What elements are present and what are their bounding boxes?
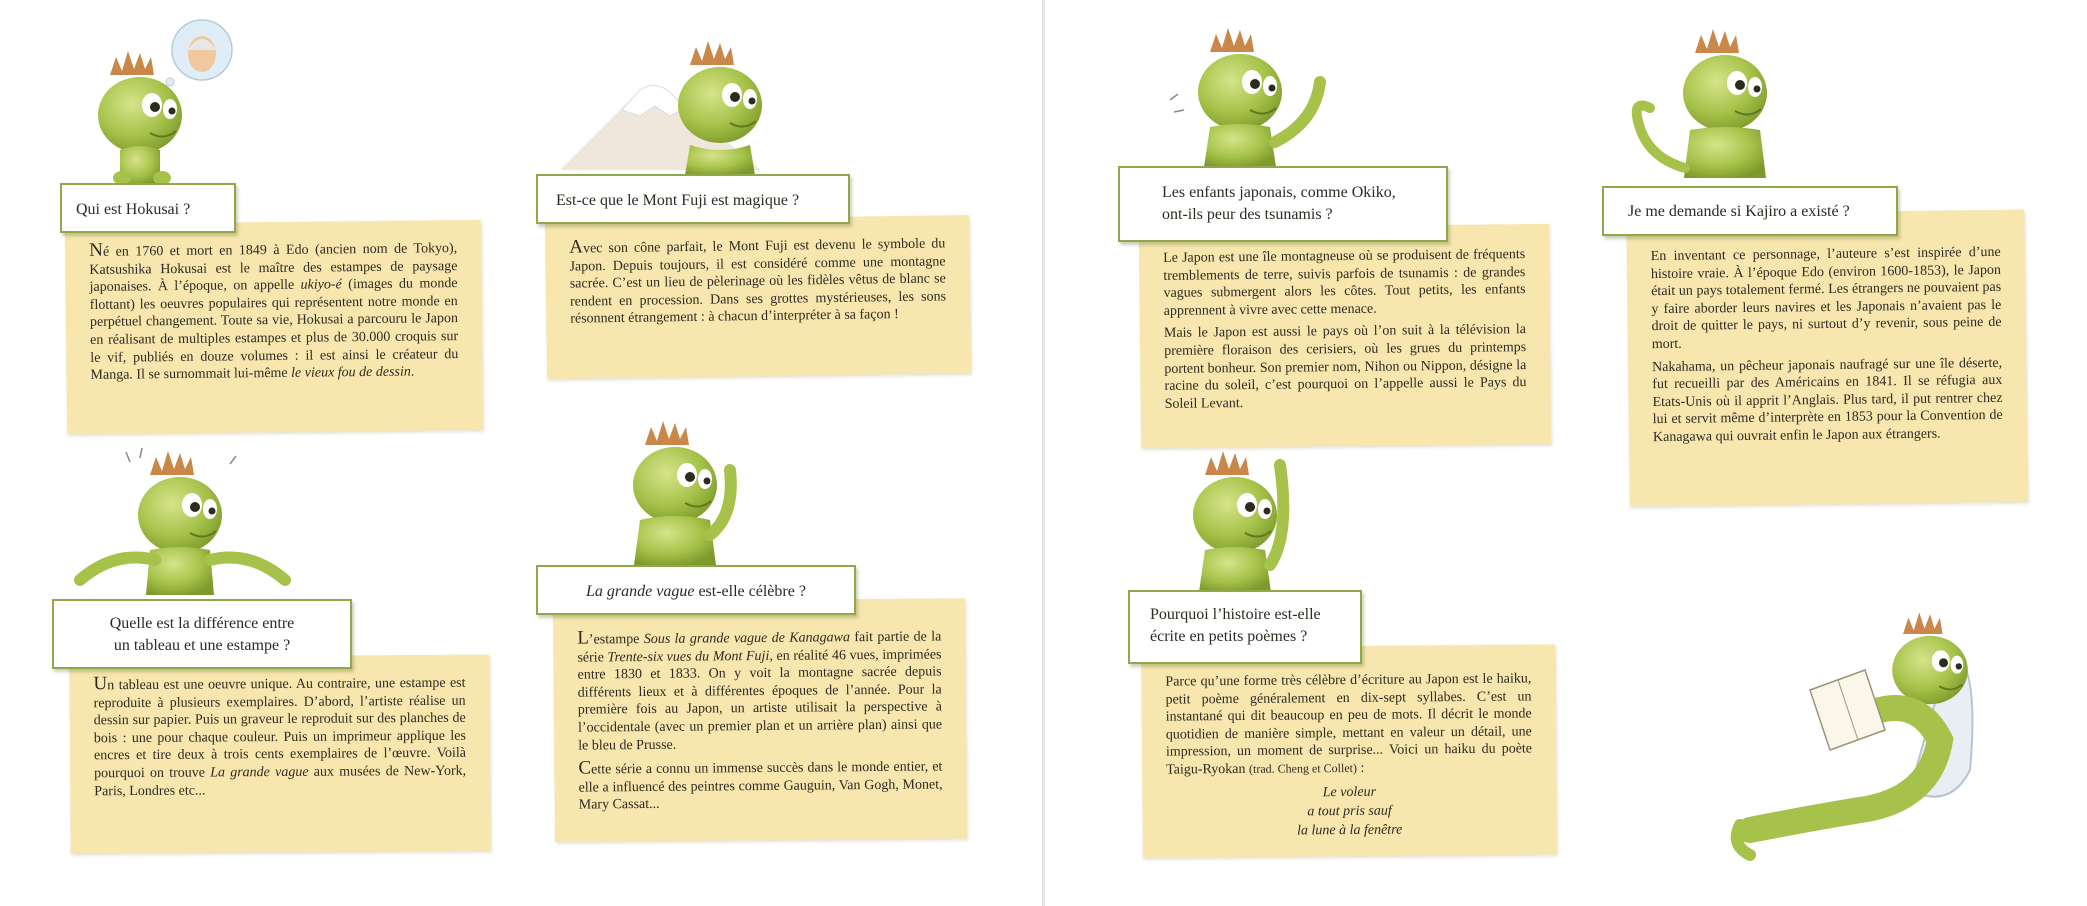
answer-hokusai: Né en 1760 et mort en 1849 à Edo (ancien nom de Tokyo), Katsushika Hokusai est le maître des estampes de paysage japonaises. À l’époque, on appelle ukiyo-é (images du monde flottant) les oeuvres populaires qui représentent notre monde en perpétuel changement. Toute sa vie, Hokusai a parcouru le Japon en réalisant de multiples estampes et plus de 30.000 croquis sur le vif, publiés en douze volumes : il est ainsi le créateur du Manga. Il se surnommait lui-même le vieux fou de dessin. [65, 220, 483, 434]
frog-reading-illustration [1720, 610, 2020, 860]
question-petits-poemes: Pourquoi l’histoire est-elle écrite en petits poèmes ? [1128, 590, 1362, 664]
frog-thinking-illustration [80, 20, 250, 185]
answer-tableau-estampe: Un tableau est une oeuvre unique. Au contraire, une estampe est reproduite à plusieurs exemplaires. D’abord, l’artiste réalise un dessin sur papier. Puis un graveur le reproduit sur des planches de bois : une pour chaque couleur. Puis un imprimeur applique les encres et tire deux à trois cents exemplaires de l’œuvre. Voilà pourquoi on trouve La grande vague aux musées de New-York, Paris, Londres etc... [69, 655, 490, 854]
answer-kajiro: En inventant ce personnage, l’auteure s’est inspirée d’une histoire vraie. À l’époque Edo (environ 1600-1853), le Japon était un pays totalement fermé. Les étrangers ne pouvaient pas y faire aborder leurs navires et les Japonais n’avaient pas le droit de quitter le pays, ni surtout d’y revenir, sous peine de mort. Nakahama, un pêcheur japonais naufragé sur une île déserte, fut recueilli par des Américains en 1841. Il se réfugia aux Etats-Unis où il apprit l’Anglais. Plus tard, il put rentrer chez lui et servit même d’interprète en 1853 pour la Convention de Kanagawa qui ouvrait enfin le Japon aux étrangers. [1626, 210, 2028, 507]
frog-pointing-up-illustration [1160, 450, 1340, 595]
answer-tsunamis: Le Japon est une île montagneuse où se produisent de fréquents tremblements de terre, suivis parfois de tsunamis : de grandes vagues submergent alors les côtes. Tout petits, les enfants apprennent à vivre avec cette menace. Mais le Japon est aussi le pays où l’on suit à la télévision la première floraison des cerisiers, où les grues du printemps portent bonheur. Son premier nom, Nihon ou Nippon, désigne la racine du soleil, c’est pourquoi on l’appelle aussi le Pays du Soleil Levant. [1139, 224, 1551, 448]
question-hokusai: Qui est Hokusai ? [60, 183, 236, 233]
book-spine [1042, 0, 1045, 906]
frog-worried-illustration [1160, 22, 1370, 172]
frog-shrugging-illustration [70, 450, 290, 600]
frog-chin-on-hand-illustration [1610, 18, 1810, 188]
frog-mount-fuji-illustration [560, 30, 800, 180]
question-kajiro: Je me demande si Kajiro a existé ? [1602, 186, 1898, 236]
question-mont-fuji: Est-ce que le Mont Fuji est magique ? [536, 174, 850, 224]
answer-petits-poemes: Parce qu’une forme très célèbre d’écriture au Japon est le haiku, petit poème généralement en dix-sept syllabes. C’est un instantané qui dit beaucoup en peu de mots. Il décrit le monde quotidien de manière simple, mettant en valeur un détail, une impression, un moment de surprise... Voici un haiku du poète Taigu-Ryokan (trad. Cheng et Collet) : Le voleur a tout pris sauf la lune à la fenêtre [1141, 644, 1557, 858]
question-tsunamis: Les enfants japonais, comme Okiko, ont-ils peur des tsunamis ? [1118, 166, 1448, 242]
question-grande-vague: La grande vague est-elle célèbre ? [536, 565, 856, 615]
frog-waving-illustration [580, 420, 780, 570]
answer-mont-fuji: Avec son cône parfait, le Mont Fuji est devenu le symbole du Japon. Depuis toujours, il est considéré comme une montagne sacrée. C’est un lieu de pèlerinage où les fidèles vêtus de blanc se rendent en procession. Dans ses grottes mystérieuses, les sons résonnent étrangement : à chacun d’interpréter à sa façon ! [545, 215, 971, 379]
question-tableau-estampe: Quelle est la différence entre un tableau et une estampe ? [52, 599, 352, 669]
haiku: Le voleur a tout pris sauf la lune à la fenêtre [1297, 784, 1403, 839]
answer-grande-vague: L’estampe Sous la grande vague de Kanagawa fait partie de la série Trente-six vues du Mont Fuji, en réalité 46 vues, imprimées entre 1830 et 1833. On y voit la montagne sacrée depuis différents lieux et à différentes époques de l’année. Pour la première fois au Japon, un artiste utilisait la perspective à l’occidentale (avec un premier plan et un arrière plan) ainsi que le bleu de Prusse. Cette série a connu un immense succès dans le monde entier, et elle a influencé des peintres comme Gauguin, Van Gogh, Monet, Mary Cassat... [553, 598, 967, 842]
